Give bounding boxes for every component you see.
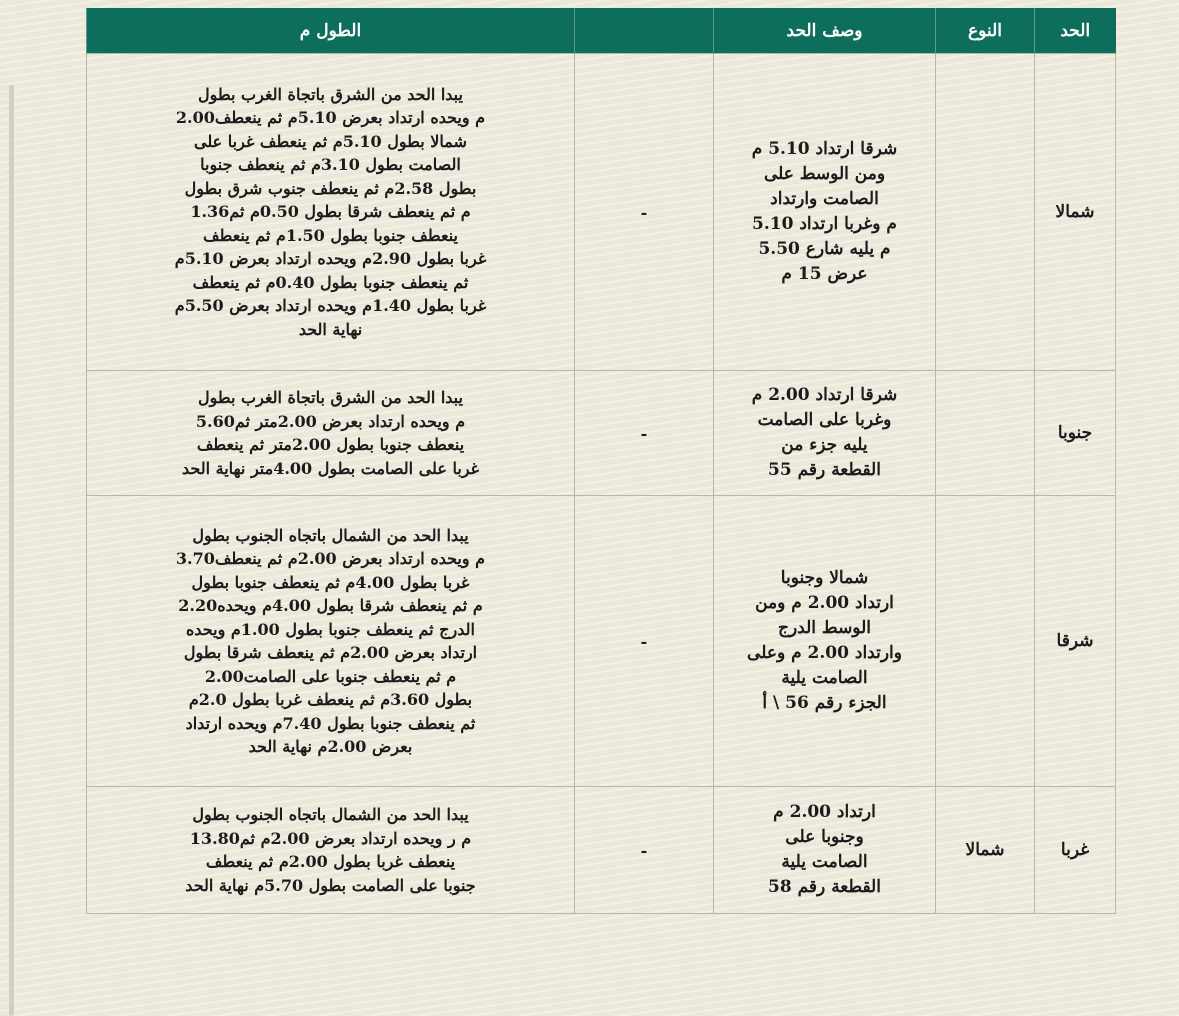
header-border: الحد <box>1035 8 1116 54</box>
type-cell <box>936 371 1035 496</box>
table-header-row <box>87 8 1116 54</box>
border-cell: جنوبا <box>1035 371 1116 496</box>
description-text: شرقا ارتداد 5.10 م ومن الوسط على الصامت وارتداد م وغربا ارتداد 5.10 م يليه شارع 5.50 عرض 15 م <box>751 139 898 284</box>
empty-cell: - <box>575 54 714 371</box>
description-cell <box>714 371 936 496</box>
description-cell <box>714 54 936 371</box>
empty-cell: - <box>575 371 714 496</box>
table-row <box>87 787 1116 914</box>
description-text: شرقا ارتداد 2.00 م وغربا على الصامت يليه جزء من القطعة رقم 55 <box>751 385 898 480</box>
length-text: يبدا الحد من الشمال باتجاه الجنوب بطول م ر ويحده ارتداد بعرض 2.00م ثم13.80 ينعطف غربا بطول 2.00م ثم ينعطف جنوبا على الصامت بطول 5.70م نهاية الحد <box>185 805 476 895</box>
length-text: يبدا الحد من الشرق باتجاة الغرب بطول م ويحده ارتداد بعرض 2.00متر ثم5.60 ينعطف جنوبا بطول 2.00متر ثم ينعطف غربا على الصامت بطول 4.00متر نهاية الحد <box>182 388 479 478</box>
borders-table <box>86 8 1116 914</box>
header-description: وصف الحد <box>714 8 936 54</box>
border-cell: شمالا <box>1035 54 1116 371</box>
table-row <box>87 496 1116 787</box>
length-text: يبدا الحد من الشمال باتجاه الجنوب بطول م ويحده ارتداد بعرض 2.00م ثم ينعطف3.70 غربا بطول 4.00م ثم ينعطف جنوبا بطول م ثم ينعطف شرقا بطول 4.00م ويحده2.20 الدرج ثم ينعطف جنوبا بطول 1.00م ويحده ارتداد بعرض 2.00م ثم ينعطف شرقا بطول م ثم ينعطف جنوبا على الصامت2.00 بطول 3.60م ثم ينعطف غربا بطول 2.0م ثم ينعطف جنوبا بطول 7.40م ويحده ارتداد بعرض 2.00م نهاية الحد <box>175 525 486 756</box>
vertical-scrollbar[interactable] <box>9 85 14 1016</box>
length-cell <box>87 496 575 787</box>
length-cell <box>87 787 575 914</box>
type-cell <box>936 496 1035 787</box>
description-cell <box>714 787 936 914</box>
type-cell: شمالا <box>936 787 1035 914</box>
table-row <box>87 54 1116 371</box>
length-cell <box>87 371 575 496</box>
empty-cell: - <box>575 496 714 787</box>
length-cell <box>87 54 575 371</box>
description-cell <box>714 496 936 787</box>
header-empty <box>575 8 714 54</box>
border-cell: غربا <box>1035 787 1116 914</box>
description-text: ارتداد 2.00 م وجنوبا على الصامت يلية القطعة رقم 58 <box>768 802 881 897</box>
header-type: النوع <box>936 8 1035 54</box>
table-row <box>87 371 1116 496</box>
type-cell <box>936 54 1035 371</box>
empty-cell: - <box>575 787 714 914</box>
length-text: يبدا الحد من الشرق باتجاة الغرب بطول م ويحده ارتداد بعرض 5.10م ثم ينعطف2.00 شمالا بطول 5.10م ثم ينعطف غربا على الصامت بطول 3.10م ثم ينعطف جنوبا بطول 2.58م ثم ينعطف جنوب شرق بطول م ثم ينعطف شرقا بطول 0.50م ثم1.36 ينعطف جنوبا بطول 1.50م ثم ينعطف غربا بطول 2.90م ويحده ارتداد بعرض 5.10م ثم ينعطف جنوبا بطول 0.40م ثم ينعطف غربا بطول 1.40م ويحده ارتداد بعرض 5.50م نهاية الحد <box>174 84 487 339</box>
border-cell: شرقا <box>1035 496 1116 787</box>
description-text: شمالا وجنوبا ارتداد 2.00 م ومن الوسط الدرج وارتداد 2.00 م وعلى الصامت يلية الجزء رقم 56 \ أ <box>747 568 902 713</box>
header-length: الطول م <box>87 8 575 54</box>
